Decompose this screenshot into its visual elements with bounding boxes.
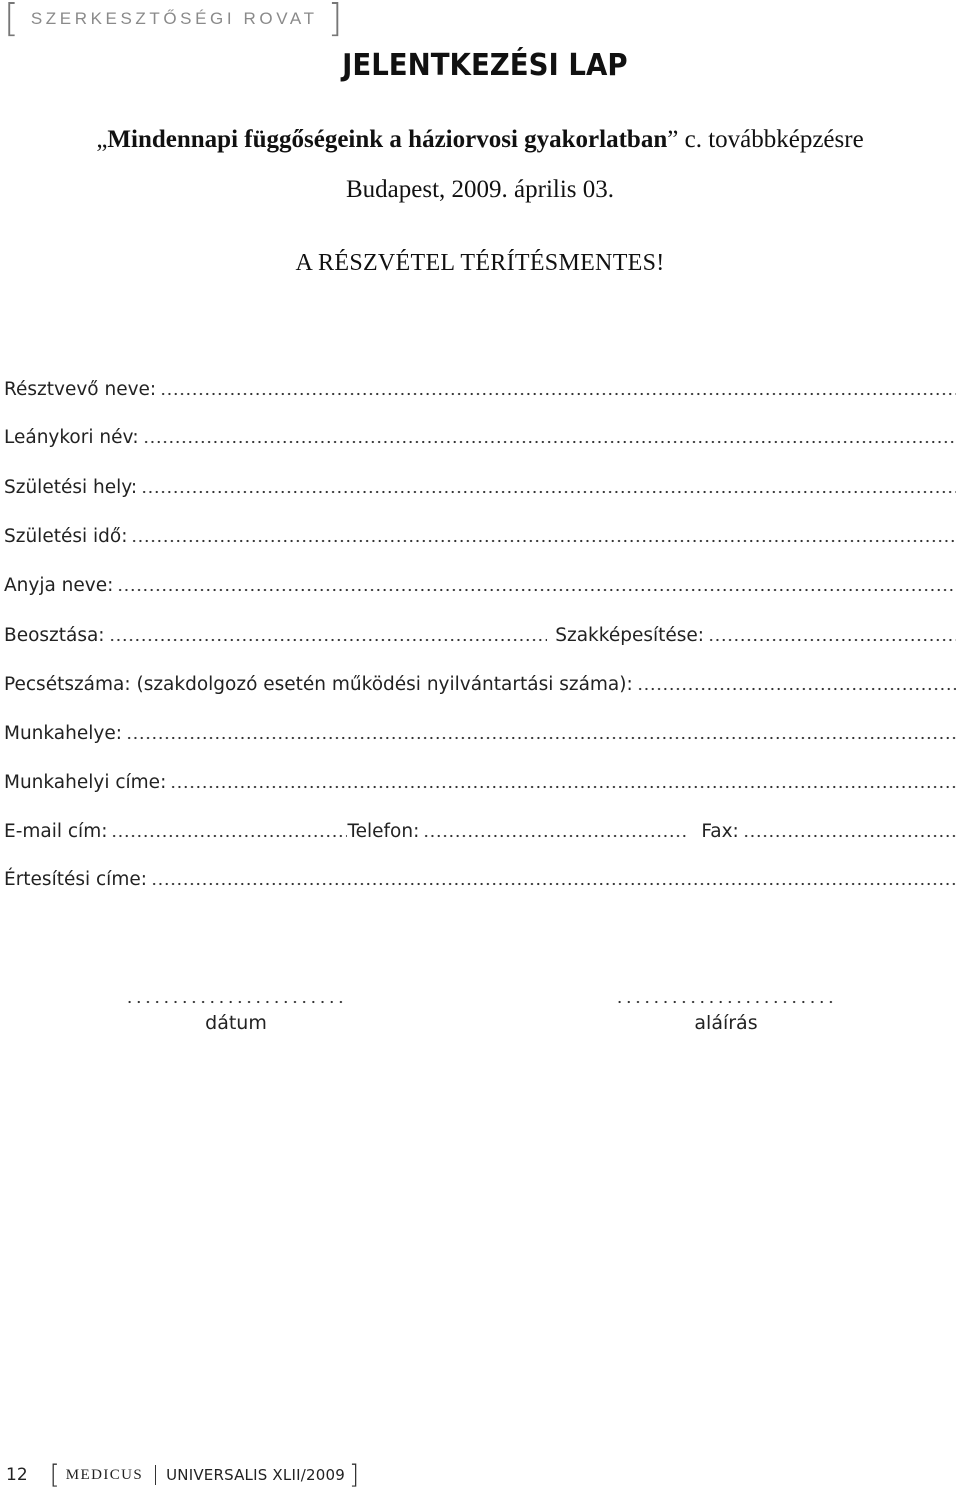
field-label: Anyja neve: bbox=[4, 575, 114, 596]
fill-line-fax[interactable] bbox=[743, 818, 956, 838]
quote-open: „ bbox=[96, 126, 108, 153]
field-notify-address bbox=[4, 862, 956, 890]
field-label: Szakképesítése: bbox=[555, 625, 704, 646]
page-footer bbox=[6, 1460, 359, 1490]
event-suffix: c. továbbképzésre bbox=[678, 126, 864, 153]
fill-line-signature[interactable] bbox=[615, 990, 837, 1004]
journal-brand: MEDICUS bbox=[65, 1466, 144, 1483]
event-place-date: Budapest, 2009. április 03. bbox=[345, 176, 615, 203]
fill-line-notify-address[interactable] bbox=[151, 866, 956, 886]
field-label: Munkahelye: bbox=[4, 723, 122, 744]
free-participation-notice: A RÉSZVÉTEL TÉRÍTÉSMENTES! bbox=[295, 250, 665, 276]
page-number: 12 bbox=[6, 1465, 28, 1485]
fill-line-birth-place[interactable] bbox=[141, 474, 956, 494]
bracket-open: [ bbox=[4, 0, 19, 40]
field-birth-place bbox=[4, 470, 956, 498]
fill-line-qualification[interactable] bbox=[708, 622, 956, 642]
fill-line-phone[interactable] bbox=[423, 818, 689, 838]
date-caption: dátum bbox=[205, 1012, 267, 1034]
footer-divider bbox=[155, 1465, 156, 1485]
field-stamp-number bbox=[4, 667, 956, 695]
field-label: Születési hely: bbox=[4, 477, 138, 498]
field-participant-name bbox=[4, 372, 956, 400]
field-maiden-name bbox=[4, 420, 956, 448]
section-tag bbox=[4, 0, 343, 40]
event-name: Mindennapi függőségeink a háziorvosi gyakorlatban bbox=[107, 126, 668, 153]
field-label: Beosztása: bbox=[4, 625, 105, 646]
fill-line-birth-date[interactable] bbox=[131, 523, 956, 543]
field-workplace bbox=[4, 716, 956, 744]
fill-line-email[interactable] bbox=[111, 818, 347, 838]
field-mother-name bbox=[4, 568, 956, 596]
section-label: SZERKESZTŐSÉGI ROVAT bbox=[30, 9, 318, 28]
field-position-qualification bbox=[4, 618, 956, 646]
fill-line-participant-name[interactable] bbox=[160, 376, 956, 396]
event-title-line bbox=[0, 126, 960, 154]
journal-issue: UNIVERSALIS XLII/2009 bbox=[166, 1466, 345, 1484]
fill-line-position[interactable] bbox=[109, 622, 548, 642]
field-label: Értesítési címe: bbox=[4, 869, 147, 890]
field-label: Fax: bbox=[701, 821, 739, 842]
fill-line-workplace[interactable] bbox=[126, 720, 956, 740]
field-contact bbox=[4, 814, 956, 842]
field-label: Pecsétszáma: (szakdolgozó esetén működési nyilvántartási száma): bbox=[4, 674, 633, 695]
field-label: Leánykori név: bbox=[4, 427, 139, 448]
signature-block bbox=[606, 990, 846, 1034]
field-workplace-address bbox=[4, 765, 956, 793]
fill-line-mother-name[interactable] bbox=[117, 572, 956, 592]
date-signature-block bbox=[116, 990, 356, 1034]
field-label: E-mail cím: bbox=[4, 821, 108, 842]
field-label: Születési idő: bbox=[4, 526, 128, 547]
fill-line-workplace-address[interactable] bbox=[170, 769, 956, 789]
field-label: Résztvevő neve: bbox=[4, 379, 157, 400]
signature-caption: aláírás bbox=[694, 1012, 758, 1034]
field-birth-date bbox=[4, 519, 956, 547]
footer-bracket-close: ] bbox=[348, 1460, 360, 1490]
bracket-close: ] bbox=[327, 0, 343, 40]
fill-line-date[interactable] bbox=[125, 990, 347, 1004]
fill-line-maiden-name[interactable] bbox=[143, 424, 956, 444]
fill-line-stamp-number[interactable] bbox=[637, 671, 956, 691]
quote-close: ” bbox=[667, 126, 679, 153]
form-title: JELENTKEZÉSI LAP bbox=[342, 48, 628, 83]
footer-bracket-open: [ bbox=[49, 1460, 60, 1490]
field-label: Munkahelyi címe: bbox=[4, 772, 167, 793]
field-label: Telefon: bbox=[347, 821, 420, 842]
